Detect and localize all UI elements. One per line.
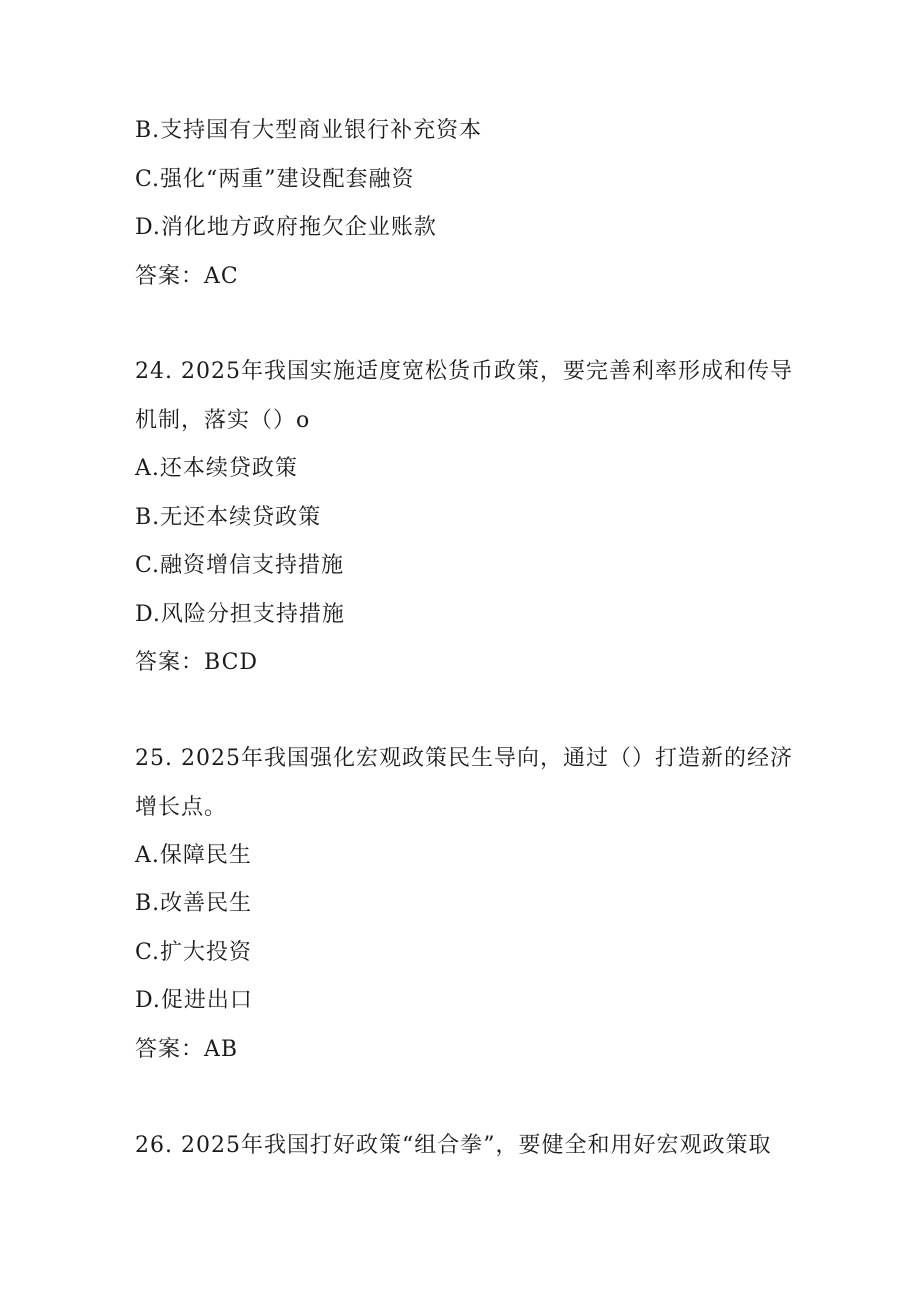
q25-option-d: D.促进出口 [135, 988, 253, 1013]
q25-option-a: A.保障民生 [135, 843, 252, 868]
q25-option-c: C.扩大投资 [135, 940, 253, 965]
q23-answer: 答案：AC [135, 264, 239, 289]
q25-stem-line2: 增长点。 [135, 795, 228, 820]
q23-option-c: C.强化“两重”建设配套融资 [135, 167, 415, 192]
q24-answer: 答案：BCD [135, 650, 259, 675]
q25-answer: 答案：AB [135, 1037, 239, 1062]
q26-stem-line1: 26. 2025年我国打好政策“组合拳”，要健全和用好宏观政策取 [135, 1133, 772, 1158]
q24-option-a: A.还本续贷政策 [135, 456, 298, 481]
q23-option-d: D.消化地方政府拖欠企业账款 [135, 215, 437, 240]
q24-option-c: C.融资增信支持措施 [135, 553, 345, 578]
q24-stem-line2: 机制，落实（）o [135, 408, 311, 433]
q24-option-b: B.无还本续贷政策 [135, 505, 322, 530]
q24-option-d: D.风险分担支持措施 [135, 602, 345, 627]
q25-stem-line1: 25. 2025年我国强化宏观政策民生导向，通过（）打造新的经济 [135, 746, 793, 771]
q25-option-b: B.改善民生 [135, 891, 253, 916]
q23-option-b: B.支持国有大型商业银行补充资本 [135, 118, 483, 143]
q24-stem-line1: 24. 2025年我国实施适度宽松货币政策，要完善利率形成和传导 [135, 359, 793, 384]
